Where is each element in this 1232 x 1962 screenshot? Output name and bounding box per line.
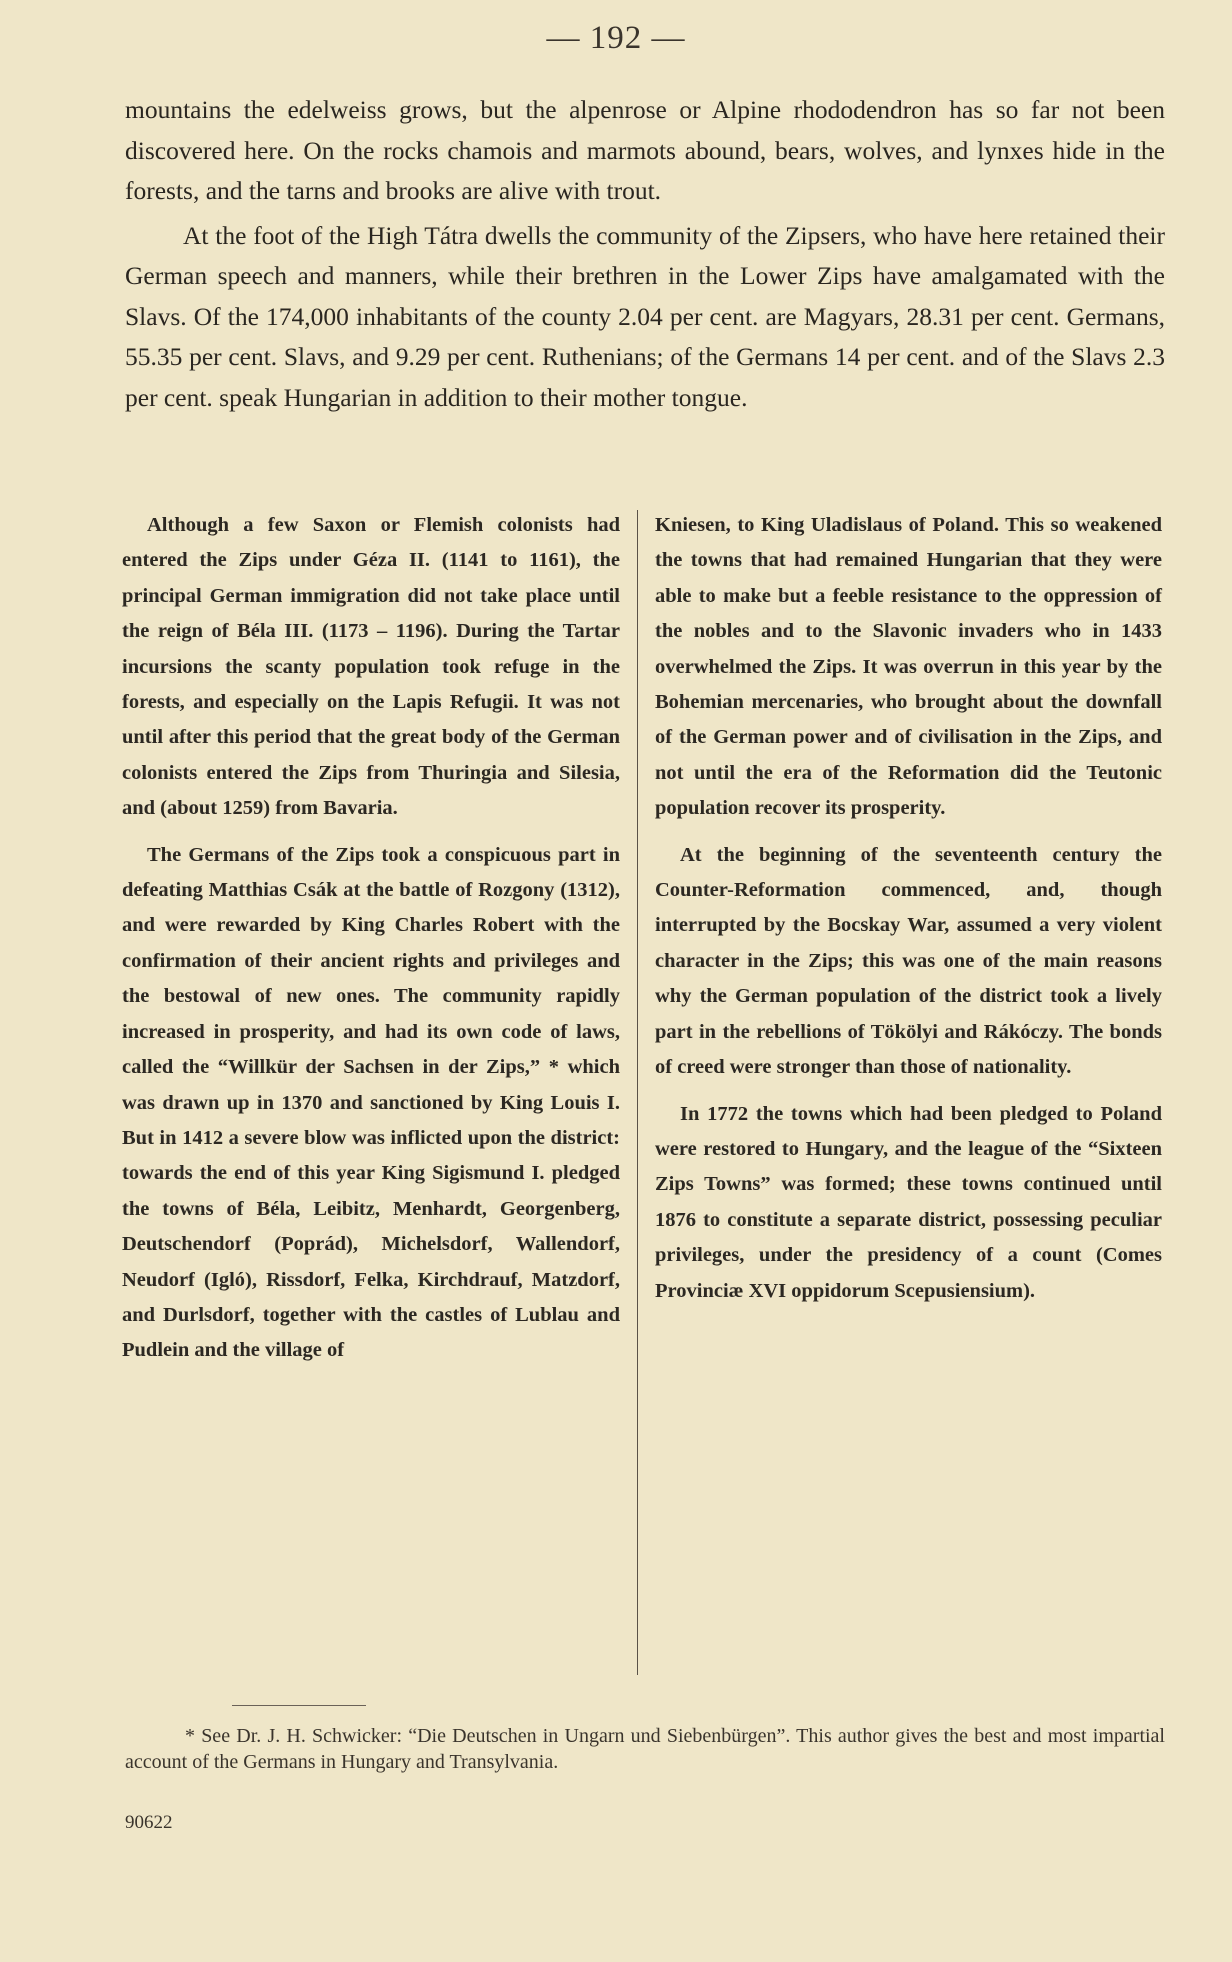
catalog-number: 90622 bbox=[125, 1812, 173, 1833]
right-column bbox=[655, 508, 1162, 1320]
footnote-rule bbox=[232, 1705, 366, 1706]
column-divider bbox=[637, 510, 638, 1675]
page-number: — 192 — bbox=[546, 20, 686, 56]
intro-paragraph-1: mountains the edelweiss grows, but the alpenrose or Alpine rhododendron has so far not been discovered here. On the rocks chamois and marmots abound, bears, wolves, and lynxes hide in the forests, and the tarns and brooks are alive with trout. bbox=[125, 95, 1165, 205]
intro-text bbox=[125, 90, 1165, 418]
footnote bbox=[125, 1723, 1165, 1775]
right-paragraph-2: At the beginning of the seventeenth century the Counter-Reformation commenced, and, though interrupted by the Bocskay War, assumed a very violent character in the Zips; this was one of the main reasons why the German population of the district took a lively part in the rebellions of Tökölyi and Rákóczy. The bonds of creed were stronger than those of nationality. bbox=[655, 843, 1162, 1079]
left-column bbox=[122, 508, 620, 1380]
right-paragraph-3: In 1772 the towns which had been pledged to Poland were restored to Hungary, and the league of the “Sixteen Zips Towns” was formed; these towns continued until 1876 to constitute a separate district, possessing peculiar privileges, under the presidency of a count (Comes Provinciæ XVI oppidorum Scepusiensium). bbox=[655, 1102, 1162, 1302]
left-paragraph-2: The Germans of the Zips took a conspicuous part in defeating Matthias Csák at the battle of Rozgony (1312), and were rewarded by King Charles Robert with the confirmation of their ancient rights and privileges and the bestowal of new ones. The community rapidly increased in prosperity, and had its own code of laws, called the “Willkür der Sachsen in der Zips,” * which was drawn up in 1370 and sanctioned by King Louis I. But in 1412 a severe blow was inflicted upon the district: towards the end of this year King Sigismund I. pledged the towns of Béla, Leibitz, Menhardt, Georgenberg, Deutschendorf (Poprád), Michelsdorf, Wallendorf, Neudorf (Igló), Rissdorf, Felka, Kirchdrauf, Matzdorf, and Durlsdorf, together with the castles of Lublau and Pudlein and the village of bbox=[122, 843, 620, 1362]
left-paragraph-1: Although a few Saxon or Flemish colonists had entered the Zips under Géza II. (1141 to 1161), the principal German immigration did not take place until the reign of Béla III. (1173 – 1196). During the Tartar incursions the scanty population took refuge in the forests, and especially on the Lapis Refugii. It was not until after this period that the great body of the German colonists entered the Zips from Thuringia and Silesia, and (about 1259) from Bavaria. bbox=[122, 514, 620, 820]
intro-paragraph-2: At the foot of the High Tátra dwells the community of the Zipsers, who have here retained their German speech and manners, while their brethren in the Lower Zips have amalgamated with the Slavs. Of the 174,000 inhabitants of the county 2.04 per cent. are Magyars, 28.31 per cent. Germans, 55.35 per cent. Slavs, and 9.29 per cent. Ruthenians; of the Germans 14 per cent. and of the Slavs 2.3 per cent. speak Hungarian in addition to their mother tongue. bbox=[125, 220, 1165, 412]
right-paragraph-1: Kniesen, to King Uladislaus of Poland. This so weakened the towns that had remained Hungarian that they were able to make but a feeble resistance to the oppression of the nobles and to the Slavonic invaders who in 1433 overwhelmed the Zips. It was overrun in this year by the Bohemian mercenaries, who brought about the downfall of the German power and of civilisation in the Zips, and not until the era of the Reformation did the Teutonic population recover its prosperity. bbox=[655, 514, 1162, 820]
footnote-text: * See Dr. J. H. Schwicker: “Die Deutschen in Ungarn und Siebenbürgen”. This author gives the best and most impartial account of the Germans in Hungary and Transylvania. bbox=[125, 1725, 1165, 1773]
